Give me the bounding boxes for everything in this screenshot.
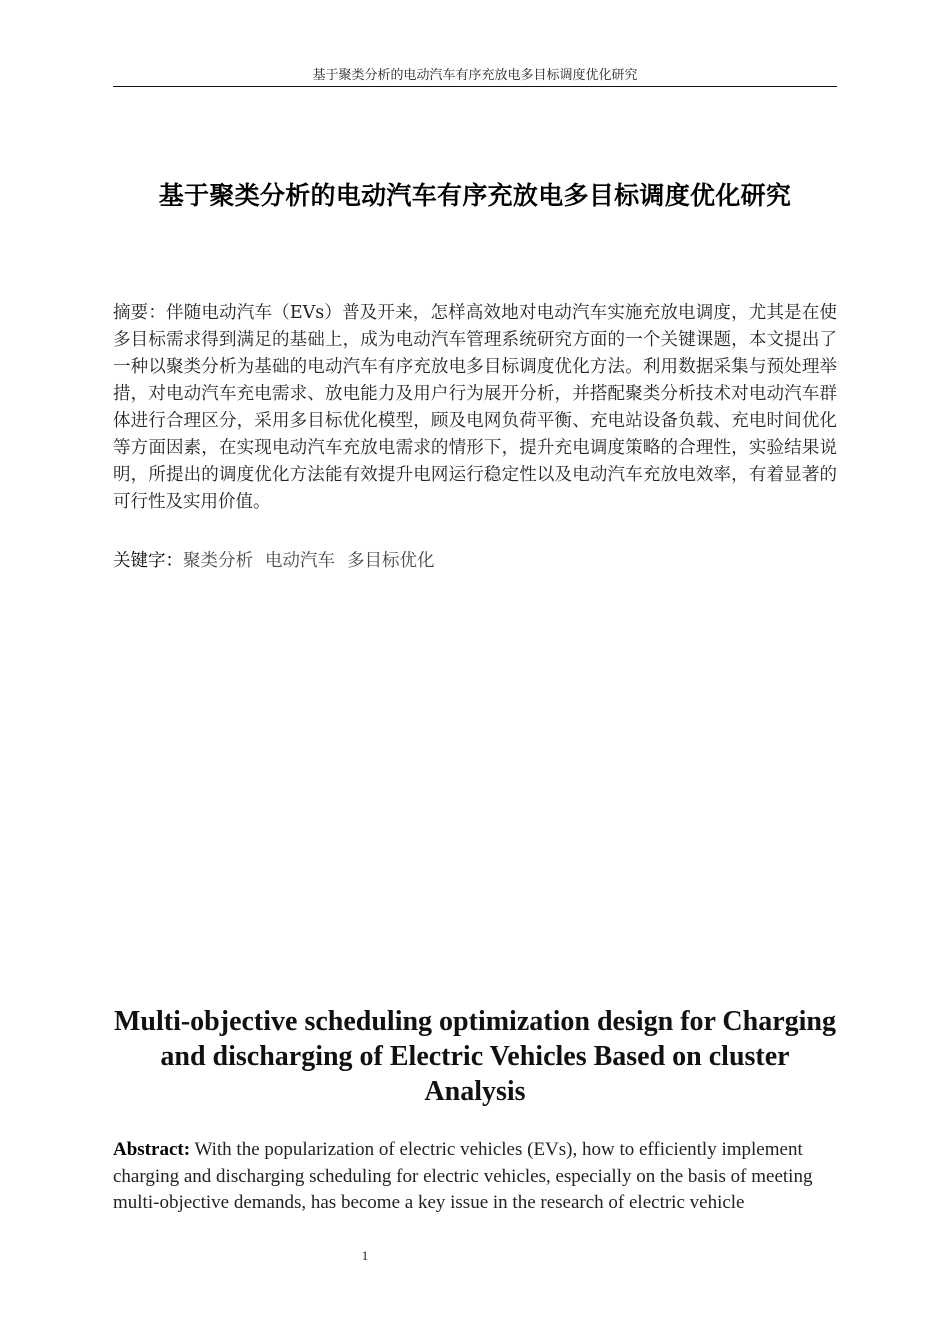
running-header: 基于聚类分析的电动汽车有序充放电多目标调度优化研究 bbox=[312, 68, 638, 83]
english-title: Multi-objective scheduling optimization design for Charging and discharging of Electric Vehicles Based on cluster Analysis bbox=[113, 1006, 837, 1107]
english-abstract bbox=[113, 1137, 837, 1217]
keyword-item: 电动汽车 bbox=[265, 551, 335, 571]
keyword-item: 聚类分析 bbox=[183, 551, 253, 571]
header-rule bbox=[113, 86, 837, 87]
page-number: 1 bbox=[361, 1248, 369, 1263]
chinese-title: 基于聚类分析的电动汽车有序充放电多目标调度优化研究 bbox=[158, 181, 792, 210]
chinese-abstract: 摘要：伴随电动汽车（EVs）普及开来，怎样高效地对电动汽车实施充放电调度，尤其是在使多目标需求得到满足的基础上，成为电动汽车管理系统研究方面的一个关键课题，本文提出了一种以聚类分析为基础的电动汽车有序充放电多目标调度优化方法。利用数据采集与预处理举措，对电动汽车充电需求、放电能力及用户行为展开分析，并搭配聚类分析技术对电动汽车群体进行合理区分，采用多目标优化模型，顾及电网负荷平衡、充电站设备负载、充电时间优化等方面因素，在实现电动汽车充放电需求的情形下，提升充电调度策略的合理性，实验结果说明，所提出的调度优化方法能有效提升电网运行稳定性以及电动汽车充放电效率，有着显著的可行性及实用价值。 bbox=[113, 303, 837, 512]
keywords-label: 关键字： bbox=[113, 551, 183, 571]
chinese-keywords bbox=[113, 548, 837, 575]
abstract-text: With the popularization of electric vehicles (EVs), how to efficiently implement charging and discharging scheduling for electric vehicles, especially on the basis of meeting multi-objective demands, has become a key issue in the research of electric vehicle bbox=[113, 1139, 813, 1213]
keyword-item: 多目标优化 bbox=[347, 551, 435, 571]
abstract-label: Abstract: bbox=[113, 1139, 191, 1160]
